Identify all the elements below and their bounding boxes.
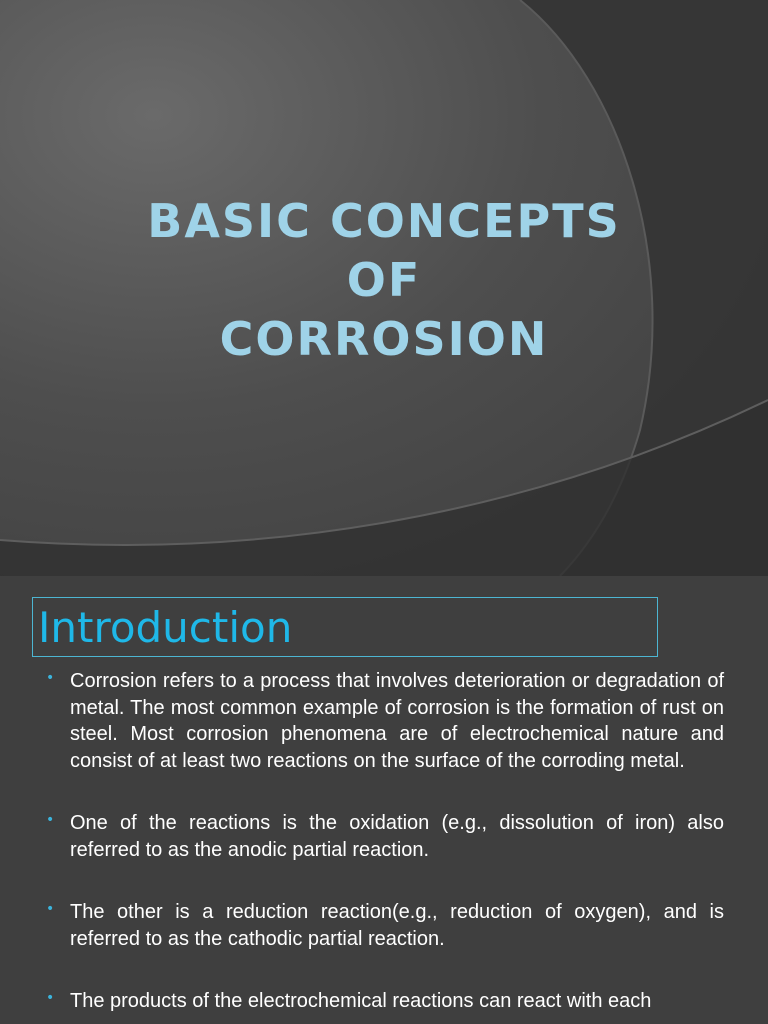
heading-box: [32, 597, 658, 657]
bullet-dot-icon: •: [46, 812, 55, 828]
bullet-text: Corrosion refers to a process that involves deterioration or degradation of metal. The most common example of corrosion is the formation of rust on steel. Most corrosion phenomena are of electrochemical nature and consist of at least two reactions on the surface of the corroding metal.: [70, 670, 724, 772]
title-line-2: OF: [346, 253, 422, 307]
bullet-text: One of the reactions is the oxidation (e.g., dissolution of iron) also referred to as the anodic partial reaction.: [70, 812, 724, 861]
title-line-1: BASIC CONCEPTS: [147, 194, 621, 248]
bullet-text: The products of the electrochemical reactions can react with each: [70, 990, 652, 1012]
bullet-dot-icon: •: [46, 670, 55, 686]
bullet-dot-icon: •: [46, 990, 55, 1006]
bullet-item: [44, 899, 724, 952]
bullet-dot-icon: •: [46, 901, 55, 917]
bullet-item: [44, 668, 724, 774]
slide-heading: Introduction: [38, 603, 293, 652]
bullet-item: [44, 988, 724, 1015]
bullet-item: [44, 810, 724, 863]
bullet-list: [44, 668, 724, 1024]
slide-title: [84, 192, 684, 369]
title-line-3: CORROSION: [219, 312, 549, 366]
introduction-slide: [0, 576, 768, 1024]
bullet-text: The other is a reduction reaction(e.g., reduction of oxygen), and is referred to as the cathodic partial reaction.: [70, 901, 724, 950]
